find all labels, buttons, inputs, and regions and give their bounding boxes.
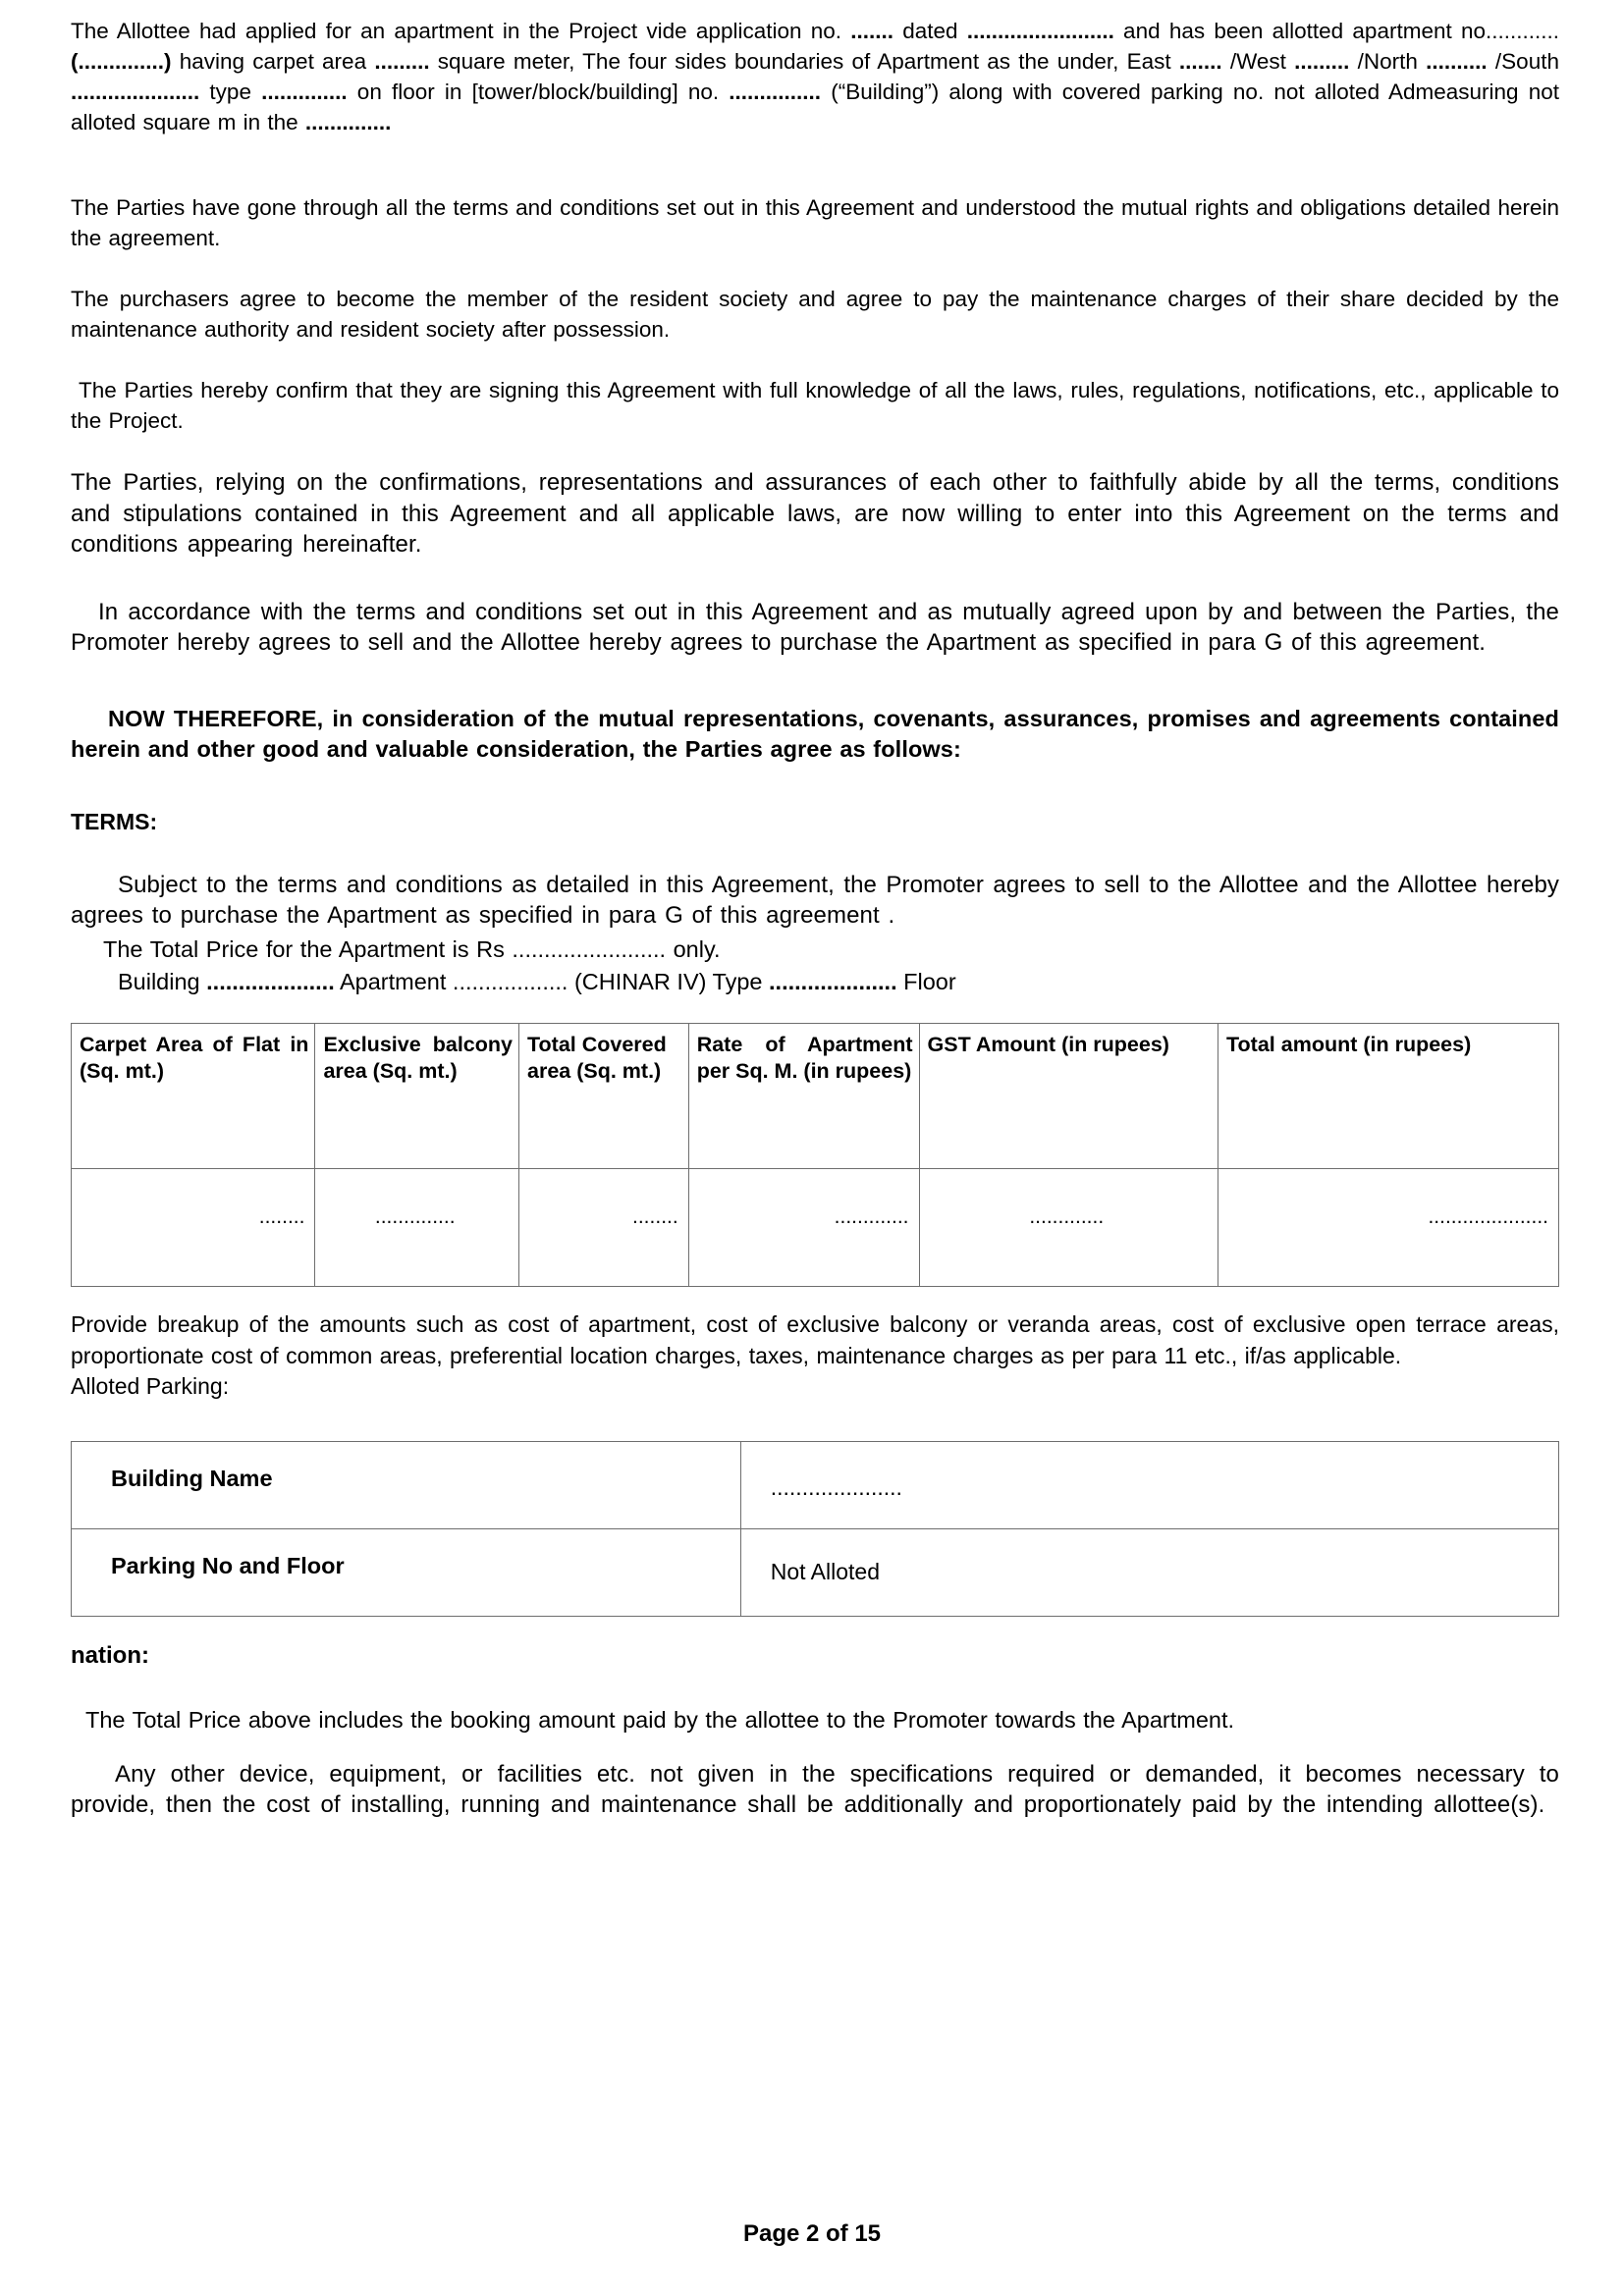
price-table-value-covered-area: ........ <box>519 1168 689 1286</box>
total-price-line: The Total Price for the Apartment is Rs ........................ only. <box>103 935 721 962</box>
now-therefore-paragraph: NOW THEREFORE, in consideration of the mutual representations, covenants, assurances, promises and agreements contained herein and other good and valuable consideration, the Parties agree as follows: <box>71 705 1559 762</box>
building-name-label: Building Name <box>72 1441 741 1528</box>
accordance-paragraph: In accordance with the terms and conditions set out in this Agreement and as mutually agreed upon by and between the Parties, the Promoter hereby agrees to sell and the Allottee hereby agrees to purchase the Apartment as specified in para G of this agreement. <box>71 598 1559 656</box>
alloted-parking-label: Alloted Parking: <box>71 1372 230 1399</box>
price-table-value-total: ..................... <box>1218 1168 1559 1286</box>
booking-amount-paragraph: The Total Price above includes the booking amount paid by the allottee to the Promoter towards the Apartment. <box>85 1706 1235 1733</box>
parking-no-label: Parking No and Floor <box>72 1528 741 1616</box>
additional-cost-paragraph: Any other device, equipment, or facilities etc. not given in the specifications required or demanded, it becomes necessary to provide, then the cost of installing, running and maintenance shall be additionally and proportionately paid by the intending allottee(s). <box>71 1760 1559 1818</box>
breakup-paragraph: Provide breakup of the amounts such as cost of apartment, cost of exclusive balcony or veranda areas, cost of exclusive open terrace areas, proportionate cost of common areas, preferential location charges, taxes, maintenance charges as per para 11 etc., if/as applicable. <box>71 1310 1559 1368</box>
parking-no-value: Not Alloted <box>740 1528 1558 1616</box>
relying-paragraph: The Parties, relying on the confirmations, representations and assurances of each other to faithfully abide by all the terms, conditions and stipulations contained in this Agreement and all applicable laws, are now willing to enter into this Agreement on the terms and conditions appearing hereinafter. <box>71 469 1559 558</box>
terms-heading: TERMS: <box>71 808 158 834</box>
purchasers-paragraph: The purchasers agree to become the member of the resident society and agree to pay the maintenance charges of their share decided by the maintenance authority and resident society after possession. <box>71 287 1559 342</box>
parties-terms-paragraph: The Parties have gone through all the terms and conditions set out in this Agreement and understood the mutual rights and obligations detailed herein the agreement. <box>71 195 1559 250</box>
price-table-value-gst: ............. <box>919 1168 1218 1286</box>
building-line: Building .................... Apartment .................. (CHINAR IV) Type .................... Floor <box>118 968 956 994</box>
price-table-header-balcony-area: Exclusive balcony area (Sq. mt.) <box>315 1023 519 1168</box>
page-footer: Page 2 of 15 <box>742 2220 882 2247</box>
parking-table-building-row <box>72 1441 1559 1528</box>
building-name-value: ..................... <box>740 1441 1558 1528</box>
parking-table-parking-row <box>72 1528 1559 1616</box>
price-table-value-rate: ............. <box>688 1168 919 1286</box>
price-table-header-row <box>72 1023 1559 1168</box>
intro-paragraph: The Allottee had applied for an apartment in the Project vide application no. ....... dated ........................ and has been allotted apartment no............(..............) having carpet area ......... square meter, The four sides boundaries of Apartment as the under, East ....... /West ......... /North .......... /South ..................... type .............. on floor in [tower/block/building] no. ............... (“Building”) along with covered parking no. not alloted Admeasuring not alloted square m in the .............. <box>71 19 1559 134</box>
confirm-paragraph: The Parties hereby confirm that they are signing this Agreement with full knowledge of all the laws, rules, regulations, notifications, etc., applicable to the Project. <box>71 378 1559 433</box>
price-table-value-balcony-area: .............. <box>315 1168 519 1286</box>
price-table-header-covered-area: Total Covered area (Sq. mt.) <box>519 1023 689 1168</box>
price-table-value-carpet-area: ........ <box>72 1168 315 1286</box>
price-table-header-carpet-area: Carpet Area of Flat in (Sq. mt.) <box>72 1023 315 1168</box>
price-table-header-gst: GST Amount (in rupees) <box>919 1023 1218 1168</box>
subject-paragraph: Subject to the terms and conditions as detailed in this Agreement, the Promoter agrees to sell to the Allottee and the Allottee hereby agrees to purchase the Apartment as specified in para G of this agreement . <box>71 871 1559 929</box>
price-table-header-rate: Rate of Apartment per Sq. M. (in rupees) <box>688 1023 919 1168</box>
parking-table <box>71 1441 1559 1617</box>
price-table-value-row <box>72 1168 1559 1286</box>
price-table-header-total: Total amount (in rupees) <box>1218 1023 1559 1168</box>
partial-word-nation: nation: <box>71 1641 149 1669</box>
price-table <box>71 1023 1559 1287</box>
